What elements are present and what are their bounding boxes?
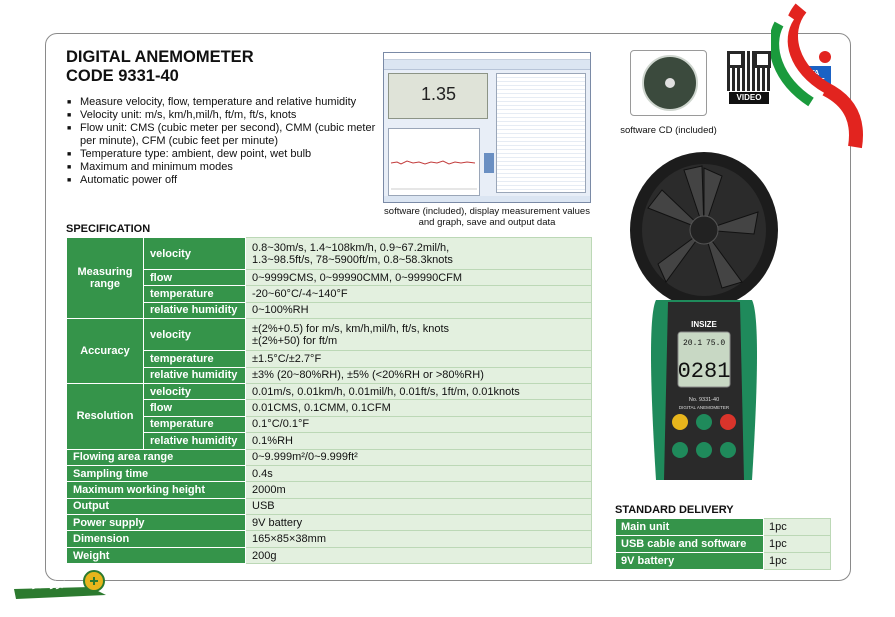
table-row xyxy=(67,547,592,563)
software-display-panel xyxy=(388,73,488,198)
row-label: Dimension xyxy=(67,531,246,547)
row-value: 9V battery xyxy=(246,515,592,531)
row-value: -20~60°C/-4~140°F xyxy=(246,286,592,302)
group-label: Resolution xyxy=(67,383,144,449)
delivery-qty: 1pc xyxy=(764,536,831,553)
feature-item: ■ Automatic power off xyxy=(66,174,376,187)
row-value: USB xyxy=(246,498,592,514)
row-value: 0.1°C/0.1°F xyxy=(246,416,592,432)
row-value: 0~9999CMS, 0~99990CMM, 0~99990CFM xyxy=(246,270,592,286)
row-label: Output xyxy=(67,498,246,514)
table-row xyxy=(67,238,592,270)
table-row xyxy=(67,400,592,416)
device-lcd-temp: 20.1 xyxy=(683,339,703,348)
software-side-buttons xyxy=(484,153,494,173)
table-row xyxy=(67,531,592,547)
spec-table xyxy=(66,237,592,564)
row-label: relative humidity xyxy=(144,302,246,318)
table-row xyxy=(616,553,831,570)
software-toolbar xyxy=(384,60,590,70)
row-label: Sampling time xyxy=(67,465,246,481)
row-value: ±3% (20~80%RH), ±5% (<20%RH or >80%RH) xyxy=(246,367,592,383)
delivery-qty: 1pc xyxy=(764,553,831,570)
row-value: 0.4s xyxy=(246,465,592,481)
value-line: ±(2%+0.5) for m/s, km/h,mil/h, ft/s, knots xyxy=(252,322,450,335)
anemometer-device-image xyxy=(626,150,781,485)
feature-item: ■ Velocity unit: m/s, km/h,mil/h, ft/m, ft/s, knots xyxy=(66,109,376,122)
row-label: relative humidity xyxy=(144,367,246,383)
row-value: ±1.5°C/±2.7°F xyxy=(246,351,592,367)
table-row xyxy=(616,536,831,553)
feature-item: ■ Measure velocity, flow, temperature and relative humidity xyxy=(66,96,376,109)
delivery-item: 9V battery xyxy=(616,553,764,570)
value-line: ±(2%+50) for ft/m xyxy=(252,334,338,347)
data-output-badge: DATA OUTPUT xyxy=(789,66,831,90)
spec-heading: SPECIFICATION xyxy=(66,223,151,235)
table-row xyxy=(67,465,592,481)
row-label: flow xyxy=(144,400,246,416)
device-model: No. 9331-40 xyxy=(688,397,720,403)
row-value xyxy=(246,238,592,270)
row-value: 165×85×38mm xyxy=(246,531,592,547)
table-row xyxy=(67,270,592,286)
row-label: Weight xyxy=(67,547,246,563)
standard-delivery-table xyxy=(615,518,831,570)
row-value: 2000m xyxy=(246,482,592,498)
table-row xyxy=(67,383,592,399)
table-row xyxy=(616,519,831,536)
software-reading: 1.35 xyxy=(421,84,457,104)
watermark-logo-text: ابزار سیار xyxy=(32,580,66,589)
table-row xyxy=(67,433,592,449)
delivery-item: Main unit xyxy=(616,519,764,536)
feature-list xyxy=(66,96,376,187)
row-value: 200g xyxy=(246,547,592,563)
table-row xyxy=(67,498,592,514)
table-row xyxy=(67,319,592,351)
title-line-1: DIGITAL ANEMOMETER xyxy=(66,48,254,66)
graph-line-icon xyxy=(389,129,479,195)
feature-item: ■ Temperature type: ambient, dew point, wet bulb xyxy=(66,148,376,161)
row-label: flow xyxy=(144,270,246,286)
table-row xyxy=(67,286,592,302)
software-graph xyxy=(388,128,480,196)
row-label: Power supply xyxy=(67,515,246,531)
row-value: 0.1%RH xyxy=(246,433,592,449)
row-label: Flowing area range xyxy=(67,449,246,465)
row-label: velocity xyxy=(144,238,246,270)
table-row xyxy=(67,515,592,531)
feature-item: ■ Flow unit: CMS (cubic meter per second), CMM (cubic meter per minute), CFM (cubic feet per minute) xyxy=(66,122,376,148)
value-line: 0.8~30m/s, 1.4~108km/h, 0.9~67.2mil/h, xyxy=(252,241,450,254)
software-status-bar xyxy=(384,196,590,202)
iran-flag-ribbon-icon xyxy=(771,2,866,152)
table-row xyxy=(67,302,592,318)
software-caption: software (included), display measurement values and graph, save and output data xyxy=(384,206,590,228)
software-screenshot xyxy=(383,52,591,203)
row-label: relative humidity xyxy=(144,433,246,449)
row-label: temperature xyxy=(144,351,246,367)
row-label: temperature xyxy=(144,416,246,432)
row-value: 0~100%RH xyxy=(246,302,592,318)
video-badge: VIDEO xyxy=(729,92,769,104)
row-value xyxy=(246,319,592,351)
row-label: temperature xyxy=(144,286,246,302)
software-cd-image xyxy=(630,50,707,116)
cd-icon xyxy=(642,55,698,111)
row-label: Maximum working height xyxy=(67,482,246,498)
title-line-2: CODE 9331-40 xyxy=(66,67,179,85)
feature-item: ■ Maximum and minimum modes xyxy=(66,161,376,174)
delivery-qty: 1pc xyxy=(764,519,831,536)
software-title-bar xyxy=(384,53,590,60)
standard-delivery-heading: STANDARD DELIVERY xyxy=(615,504,734,516)
cd-caption: software CD (included) xyxy=(620,125,717,136)
table-row xyxy=(67,482,592,498)
value-line: 1.3~98.5ft/s, 78~5900ft/m, 0.8~58.3knots xyxy=(252,253,453,266)
row-value: 0.01m/s, 0.01km/h, 0.01mil/h, 0.01ft/s, 1ft/m, 0.01knots xyxy=(246,383,592,399)
table-row xyxy=(67,449,592,465)
qr-code-icon xyxy=(727,51,771,91)
row-value: 0.01CMS, 0.1CMM, 0.1CFM xyxy=(246,400,592,416)
software-lcd xyxy=(388,73,488,119)
device-name: DIGITAL ANEMOMETER xyxy=(678,405,730,410)
row-label: velocity xyxy=(144,383,246,399)
table-row xyxy=(67,367,592,383)
software-data-table xyxy=(496,73,586,193)
product-title xyxy=(66,48,254,86)
row-value: 0~9.999m²/0~9.999ft² xyxy=(246,449,592,465)
table-row xyxy=(67,416,592,432)
device-lcd-humidity: 75.0 xyxy=(706,339,726,348)
device-lcd-main: 0281 xyxy=(677,359,731,384)
device-brand: INSIZE xyxy=(691,320,717,329)
group-label: Measuring range xyxy=(67,238,144,319)
table-row xyxy=(67,351,592,367)
delivery-item: USB cable and software xyxy=(616,536,764,553)
row-label: velocity xyxy=(144,319,246,351)
group-label: Accuracy xyxy=(67,319,144,384)
